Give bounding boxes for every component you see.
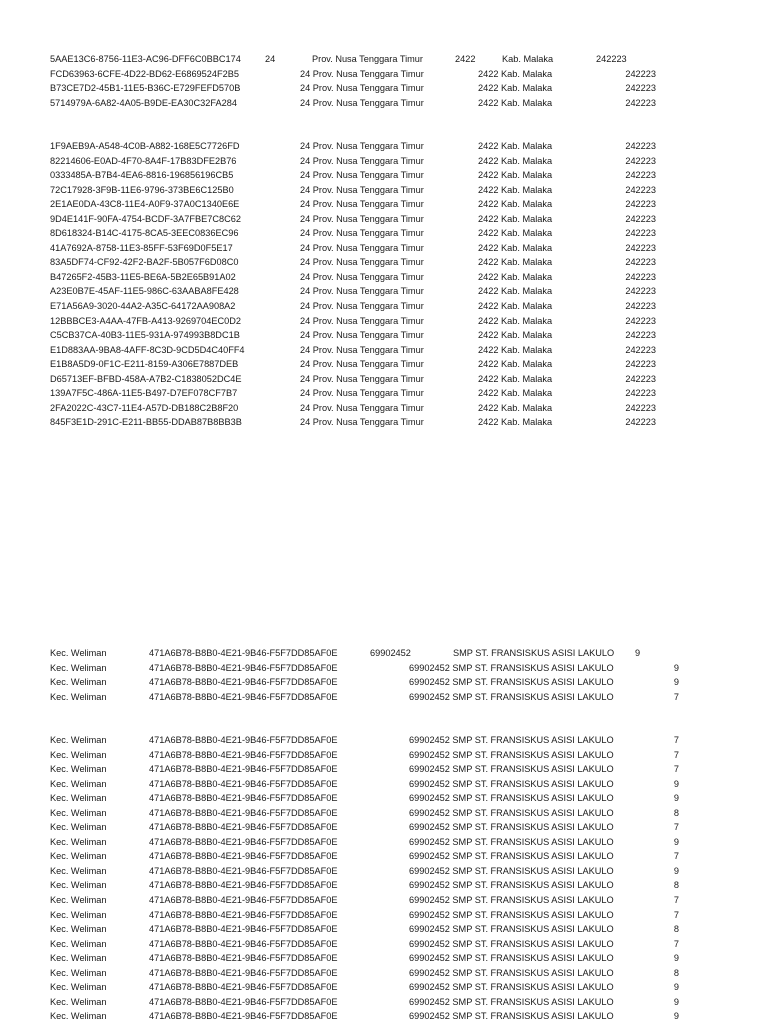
value-cell: 9 [673,953,679,964]
table-row [0,820,768,835]
uuid-cell: B73CE7D2-45B1-11E5-B36C-E729FEFD570B [50,83,241,94]
kabupaten-cell: 2422 Kab. Malaka [478,141,553,151]
kecamatan-cell: Kec. Weliman [50,822,107,833]
kabupaten-cell: 2422 Kab. Malaka [478,184,553,195]
province-cell: 24 Prov. Nusa Tenggara Timur [300,402,424,413]
table-row [0,1009,768,1024]
school-cell: 69902452 SMP ST. FRANSISKUS ASISI LAKULO [409,749,614,760]
kecamatan-cell: Kec. Weliman [50,662,107,673]
table-row [0,690,768,705]
school-cell: 69902452 SMP ST. FRANSISKUS ASISI LAKULO [409,691,614,702]
value-cell: 7 [673,749,679,760]
uuid-cell: 471A6B78-B8B0-4E21-9B46-F5F7DD85AF0E [149,749,338,760]
province-cell: 24 Prov. Nusa Tenggara Timur [300,330,424,341]
kec-code-cell: 242223 [625,286,656,297]
school-cell: 69902452 SMP ST. FRANSISKUS ASISI LAKULO [409,895,614,906]
province-cell: 24 Prov. Nusa Tenggara Timur [300,155,424,166]
kabupaten-cell: 2422 Kab. Malaka [478,301,553,312]
prov-name-cell: Prov. Nusa Tenggara Timur [312,54,423,64]
kabupaten-cell: 2422 Kab. Malaka [478,271,553,282]
uuid-cell: E71A56A9-3020-44A2-A35C-64172AA908A2 [50,301,236,312]
kec-code-cell: 242223 [625,68,656,79]
value-cell: 7 [673,822,679,833]
table-row [0,357,768,372]
school-cell: 69902452 SMP ST. FRANSISKUS ASISI LAKULO [409,967,614,978]
uuid-cell: 139A7F5C-486A-11E5-B497-D7EF078CF7B7 [50,388,238,399]
uuid-cell: 471A6B78-B8B0-4E21-9B46-F5F7DD85AF0E [149,793,338,804]
kabupaten-cell: 2422 Kab. Malaka [478,286,553,297]
value-cell: 7 [673,895,679,906]
top-table-group-2 [0,139,768,430]
uuid-cell: 471A6B78-B8B0-4E21-9B46-F5F7DD85AF0E [149,648,338,658]
table-row [0,212,768,227]
kecamatan-cell: Kec. Weliman [50,807,107,818]
table-row [0,791,768,806]
uuid-cell: 2FA2022C-43C7-11E4-A57D-DB188C2B8F20 [50,402,239,413]
kabupaten-cell: 2422 Kab. Malaka [478,417,553,428]
province-cell: 24 Prov. Nusa Tenggara Timur [300,199,424,210]
table-row [0,154,768,169]
kec-code-cell: 242223 [625,388,656,399]
table-row [0,168,768,183]
kabupaten-cell: 2422 Kab. Malaka [478,213,553,224]
table-row [0,951,768,966]
school-cell: 69902452 SMP ST. FRANSISKUS ASISI LAKULO [409,865,614,876]
kabupaten-cell: 2422 Kab. Malaka [478,242,553,253]
table-row [0,401,768,416]
value-cell: 9 [673,793,679,804]
kabupaten-cell: 2422 Kab. Malaka [478,257,553,268]
table-row [0,139,768,154]
value-cell: 9 [673,677,679,688]
table-row [0,762,768,777]
npsn-cell: 69902452 [370,648,411,658]
bottom-table-group-2 [0,733,768,1024]
table-row [0,966,768,981]
kec-code-cell: 242223 [625,83,656,94]
uuid-cell: 471A6B78-B8B0-4E21-9B46-F5F7DD85AF0E [149,1011,338,1022]
province-cell: 24 Prov. Nusa Tenggara Timur [300,388,424,399]
table-row [0,328,768,343]
table-row [0,284,768,299]
table-row [0,343,768,358]
kecamatan-cell: Kec. Weliman [50,967,107,978]
school-cell: 69902452 SMP ST. FRANSISKUS ASISI LAKULO [409,880,614,891]
school-cell: 69902452 SMP ST. FRANSISKUS ASISI LAKULO [409,851,614,862]
kecamatan-cell: Kec. Weliman [50,982,107,993]
uuid-cell: 2E1AE0DA-43C8-11E4-A0F9-37A0C1340E6E [50,199,240,210]
value-cell: 8 [673,807,679,818]
uuid-cell: 5AAE13C6-8756-11E3-AC96-DFF6C0BBC174 [50,54,241,64]
kec-code-cell: 242223 [625,184,656,195]
table-row [0,748,768,763]
province-cell: 24 Prov. Nusa Tenggara Timur [300,286,424,297]
province-cell: 24 Prov. Nusa Tenggara Timur [300,213,424,224]
school-cell: 69902452 SMP ST. FRANSISKUS ASISI LAKULO [409,677,614,688]
uuid-cell: 471A6B78-B8B0-4E21-9B46-F5F7DD85AF0E [149,967,338,978]
school-cell: 69902452 SMP ST. FRANSISKUS ASISI LAKULO [409,836,614,847]
province-cell: 24 Prov. Nusa Tenggara Timur [300,359,424,370]
bottom-table [0,646,768,704]
kecamatan-cell: Kec. Weliman [50,938,107,949]
table-row [0,849,768,864]
uuid-cell: 845F3E1D-291C-E211-BB55-DDAB87B8BB3B [50,417,242,428]
school-cell: 69902452 SMP ST. FRANSISKUS ASISI LAKULO [409,662,614,673]
bottom-table-header-row [0,646,768,661]
school-cell: 69902452 SMP ST. FRANSISKUS ASISI LAKULO [409,924,614,935]
kabupaten-cell: 2422 Kab. Malaka [478,315,553,326]
kec-code-cell: 242223 [625,242,656,253]
kec-code-cell: 242223 [625,141,656,151]
table-row [0,777,768,792]
school-cell: 69902452 SMP ST. FRANSISKUS ASISI LAKULO [409,953,614,964]
uuid-cell: 471A6B78-B8B0-4E21-9B46-F5F7DD85AF0E [149,996,338,1007]
uuid-cell: 471A6B78-B8B0-4E21-9B46-F5F7DD85AF0E [149,924,338,935]
uuid-cell: 471A6B78-B8B0-4E21-9B46-F5F7DD85AF0E [149,851,338,862]
province-cell: 24 Prov. Nusa Tenggara Timur [300,315,424,326]
table-row [0,241,768,256]
table-row [0,995,768,1010]
uuid-cell: 471A6B78-B8B0-4E21-9B46-F5F7DD85AF0E [149,735,338,745]
value-cell: 9 [673,662,679,673]
province-cell: 24 Prov. Nusa Tenggara Timur [300,271,424,282]
table-row [0,835,768,850]
kab-code-cell: 2422 [455,54,476,64]
uuid-cell: 72C17928-3F9B-11E6-9796-373BE6C125B0 [50,184,234,195]
uuid-cell: B47265F2-45B3-11E5-BE6A-5B2E65B91A02 [50,271,236,282]
kec-code-cell: 242223 [625,315,656,326]
kabupaten-cell: 2422 Kab. Malaka [478,97,553,108]
kec-code-cell: 242223 [625,271,656,282]
value-cell: 7 [673,851,679,862]
school-cell: 69902452 SMP ST. FRANSISKUS ASISI LAKULO [409,735,614,745]
value-cell: 9 [673,996,679,1007]
uuid-cell: 471A6B78-B8B0-4E21-9B46-F5F7DD85AF0E [149,953,338,964]
table-row [0,81,768,96]
kabupaten-cell: 2422 Kab. Malaka [478,402,553,413]
kec-code-cell: 242223 [625,301,656,312]
value-cell: 8 [673,880,679,891]
uuid-cell: 83A5DF74-CF92-42F2-BA2F-5B057F6D08C0 [50,257,239,268]
kecamatan-cell: Kec. Weliman [50,953,107,964]
kec-code-cell: 242223 [625,359,656,370]
province-cell: 24 Prov. Nusa Tenggara Timur [300,257,424,268]
uuid-cell: 471A6B78-B8B0-4E21-9B46-F5F7DD85AF0E [149,836,338,847]
table-row [0,922,768,937]
school-cell: 69902452 SMP ST. FRANSISKUS ASISI LAKULO [409,793,614,804]
kecamatan-cell: Kec. Weliman [50,691,107,702]
uuid-cell: 471A6B78-B8B0-4E21-9B46-F5F7DD85AF0E [149,909,338,920]
uuid-cell: E1B8A5D9-0F1C-E211-8159-A306E7887DEB [50,359,239,370]
uuid-cell: E1D883AA-9BA8-4AFF-8C3D-9CD5D4C40FF4 [50,344,245,355]
province-cell: 24 Prov. Nusa Tenggara Timur [300,228,424,239]
value-cell: 8 [673,967,679,978]
table-row [0,661,768,676]
school-name-cell: SMP ST. FRANSISKUS ASISI LAKULO [453,648,615,658]
table-row [0,937,768,952]
province-cell: 24 Prov. Nusa Tenggara Timur [300,97,424,108]
kecamatan-cell: Kec. Weliman [50,677,107,688]
kecamatan-cell: Kec. Weliman [50,648,107,658]
uuid-cell: FCD63963-6CFE-4D22-BD62-E6869524F2B5 [50,68,239,79]
value-cell: 7 [673,909,679,920]
uuid-cell: 9D4E141F-90FA-4754-BCDF-3A7FBE7C8C62 [50,213,241,224]
value-cell: 7 [673,764,679,775]
kec-code-cell: 242223 [625,97,656,108]
table-row [0,864,768,879]
uuid-cell: 471A6B78-B8B0-4E21-9B46-F5F7DD85AF0E [149,778,338,789]
table-row [0,183,768,198]
kecamatan-cell: Kec. Weliman [50,865,107,876]
table-row [0,675,768,690]
table-row [0,806,768,821]
province-cell: 24 Prov. Nusa Tenggara Timur [300,344,424,355]
uuid-cell: 471A6B78-B8B0-4E21-9B46-F5F7DD85AF0E [149,865,338,876]
kec-code-cell: 242223 [596,54,627,64]
value-cell: 9 [673,836,679,847]
uuid-cell: 471A6B78-B8B0-4E21-9B46-F5F7DD85AF0E [149,895,338,906]
table-row [0,299,768,314]
kec-code-cell: 242223 [625,170,656,181]
kabupaten-cell: 2422 Kab. Malaka [478,83,553,94]
table-row [0,980,768,995]
kabupaten-cell: 2422 Kab. Malaka [478,68,553,79]
top-table-group-2-block [0,139,768,430]
kec-code-cell: 242223 [625,330,656,341]
kabupaten-cell: 2422 Kab. Malaka [478,344,553,355]
top-table-header-row [0,52,768,67]
kec-code-cell: 242223 [625,213,656,224]
kec-code-cell: 242223 [625,402,656,413]
kecamatan-cell: Kec. Weliman [50,851,107,862]
value-cell: 9 [673,1011,679,1022]
value-cell: 7 [673,735,679,745]
table-row [0,314,768,329]
table-row [0,415,768,430]
kecamatan-cell: Kec. Weliman [50,996,107,1007]
kecamatan-cell: Kec. Weliman [50,764,107,775]
value-cell: 8 [673,924,679,935]
school-cell: 69902452 SMP ST. FRANSISKUS ASISI LAKULO [409,778,614,789]
uuid-cell: D65713EF-BFBD-458A-A7B2-C1838052DC4E [50,373,242,384]
uuid-cell: 471A6B78-B8B0-4E21-9B46-F5F7DD85AF0E [149,880,338,891]
kecamatan-cell: Kec. Weliman [50,895,107,906]
school-cell: 69902452 SMP ST. FRANSISKUS ASISI LAKULO [409,1011,614,1022]
uuid-cell: 471A6B78-B8B0-4E21-9B46-F5F7DD85AF0E [149,807,338,818]
table-row [0,226,768,241]
kecamatan-cell: Kec. Weliman [50,735,107,745]
kabupaten-cell: 2422 Kab. Malaka [478,199,553,210]
province-cell: 24 Prov. Nusa Tenggara Timur [300,242,424,253]
kec-code-cell: 242223 [625,199,656,210]
table-row [0,96,768,111]
kecamatan-cell: Kec. Weliman [50,749,107,760]
kecamatan-cell: Kec. Weliman [50,1011,107,1022]
uuid-cell: 471A6B78-B8B0-4E21-9B46-F5F7DD85AF0E [149,938,338,949]
kabupaten-cell: 2422 Kab. Malaka [478,373,553,384]
prov-code-cell: 24 [265,54,276,64]
school-cell: 69902452 SMP ST. FRANSISKUS ASISI LAKULO [409,764,614,775]
uuid-cell: 471A6B78-B8B0-4E21-9B46-F5F7DD85AF0E [149,764,338,775]
province-cell: 24 Prov. Nusa Tenggara Timur [300,68,424,79]
school-cell: 69902452 SMP ST. FRANSISKUS ASISI LAKULO [409,822,614,833]
value-cell: 9 [673,982,679,993]
kabupaten-cell: 2422 Kab. Malaka [478,330,553,341]
bottom-table-group-1 [0,661,768,705]
top-table [0,52,768,110]
uuid-cell: 471A6B78-B8B0-4E21-9B46-F5F7DD85AF0E [149,982,338,993]
kecamatan-cell: Kec. Weliman [50,836,107,847]
school-cell: 69902452 SMP ST. FRANSISKUS ASISI LAKULO [409,807,614,818]
kecamatan-cell: Kec. Weliman [50,909,107,920]
province-cell: 24 Prov. Nusa Tenggara Timur [300,301,424,312]
kecamatan-cell: Kec. Weliman [50,793,107,804]
table-row [0,67,768,82]
uuid-cell: C5CB37CA-40B3-11E5-931A-974993B8DC1B [50,330,240,341]
kec-code-cell: 242223 [625,228,656,239]
uuid-cell: 8D618324-B14C-4175-8CA5-3EEC0836EC96 [50,228,239,239]
kab-name-cell: Kab. Malaka [502,54,554,64]
kecamatan-cell: Kec. Weliman [50,924,107,935]
kecamatan-cell: Kec. Weliman [50,778,107,789]
uuid-cell: 82214606-E0AD-4F70-8A4F-17B83DFE2B76 [50,155,237,166]
uuid-cell: 12BBBCE3-A4AA-47FB-A413-9269704EC0D2 [50,315,242,326]
kabupaten-cell: 2422 Kab. Malaka [478,228,553,239]
kabupaten-cell: 2422 Kab. Malaka [478,170,553,181]
school-cell: 69902452 SMP ST. FRANSISKUS ASISI LAKULO [409,982,614,993]
table-row [0,270,768,285]
uuid-cell: 0333485A-B7B4-4EA6-8816-196856196CB5 [50,170,234,181]
table-row [0,197,768,212]
table-row [0,255,768,270]
uuid-cell: 471A6B78-B8B0-4E21-9B46-F5F7DD85AF0E [149,691,338,702]
kabupaten-cell: 2422 Kab. Malaka [478,155,553,166]
school-cell: 69902452 SMP ST. FRANSISKUS ASISI LAKULO [409,938,614,949]
kec-code-cell: 242223 [625,257,656,268]
top-table-group-1 [0,67,768,111]
uuid-cell: 5714979A-6A82-4A05-B9DE-EA30C32FA284 [50,97,237,108]
value-cell: 9 [635,648,641,658]
kabupaten-cell: 2422 Kab. Malaka [478,359,553,370]
province-cell: 24 Prov. Nusa Tenggara Timur [300,373,424,384]
uuid-cell: 471A6B78-B8B0-4E21-9B46-F5F7DD85AF0E [149,822,338,833]
value-cell: 7 [673,938,679,949]
province-cell: 24 Prov. Nusa Tenggara Timur [300,141,424,151]
province-cell: 24 Prov. Nusa Tenggara Timur [300,83,424,94]
uuid-cell: 471A6B78-B8B0-4E21-9B46-F5F7DD85AF0E [149,662,338,673]
value-cell: 9 [673,865,679,876]
table-row [0,386,768,401]
bottom-table-group-2-block [0,733,768,1024]
table-row [0,893,768,908]
table-row [0,733,768,748]
value-cell: 7 [673,691,679,702]
table-row [0,372,768,387]
school-cell: 69902452 SMP ST. FRANSISKUS ASISI LAKULO [409,909,614,920]
kabupaten-cell: 2422 Kab. Malaka [478,388,553,399]
value-cell: 9 [673,778,679,789]
kecamatan-cell: Kec. Weliman [50,880,107,891]
kec-code-cell: 242223 [625,155,656,166]
province-cell: 24 Prov. Nusa Tenggara Timur [300,417,424,428]
uuid-cell: A23E0B7E-45AF-11E5-986C-63AABA8FE428 [50,286,239,297]
kec-code-cell: 242223 [625,344,656,355]
table-row [0,878,768,893]
table-row [0,908,768,923]
province-cell: 24 Prov. Nusa Tenggara Timur [300,184,424,195]
uuid-cell: 1F9AEB9A-A548-4C0B-A882-168E5C7726FD [50,141,240,151]
province-cell: 24 Prov. Nusa Tenggara Timur [300,170,424,181]
uuid-cell: 471A6B78-B8B0-4E21-9B46-F5F7DD85AF0E [149,677,338,688]
kec-code-cell: 242223 [625,417,656,428]
uuid-cell: 41A7692A-8758-11E3-85FF-53F69D0F5E17 [50,242,233,253]
kec-code-cell: 242223 [625,373,656,384]
school-cell: 69902452 SMP ST. FRANSISKUS ASISI LAKULO [409,996,614,1007]
